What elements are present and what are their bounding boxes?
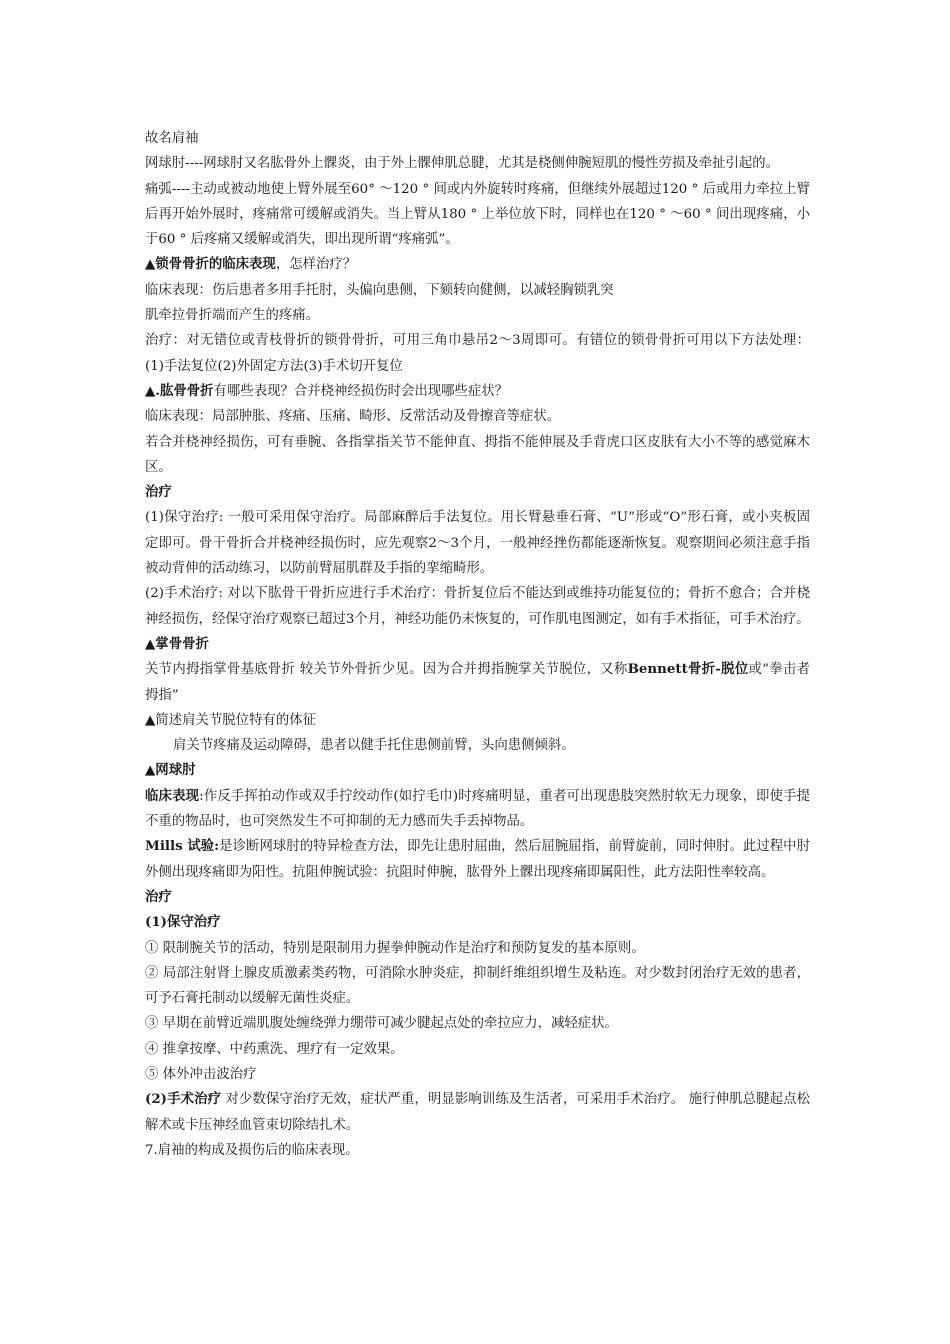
section-heading [145,252,810,277]
text-run: 或“拳击者拇指” [145,662,810,703]
text-run: 对少数保守治疗无效，症状严重，明显影响训练及生活者，可采用手术治疗。 施行伸肌总腱起点松解术或卡压神经血管束切除结扎术。 [145,1092,810,1133]
heading-rest: 有哪些表现？合并桡神经损伤时会出现哪些症状？ [213,383,509,399]
paragraph: 7.肩袖的构成及损伤后的临床表现。 [145,1142,359,1158]
paragraph: (2)手术治疗: 对以下肱骨干骨折应进行手术治疗：骨折复位后不能达到或维持功能复位的；骨折不愈合；合并桡神经损伤，经保守治疗观察已超过3个月，神经功能仍未恢复的，可作肌电图测定，如有手术指征，可手术治疗。 [145,586,810,627]
section-heading: (1)保守治疗 [145,914,221,931]
text-run: 关节内拇指掌骨基底骨折 较关节外骨折少见。因为合并拇指腕掌关节脱位，又称 [145,662,628,678]
section-heading: 治疗 [145,484,172,501]
bold-term: (2)手术治疗 [145,1091,222,1108]
bold-term: Bennett骨折-脱位 [627,661,749,678]
text-run: 是诊断网球肘的特异检查方法，即先让患肘屈曲，然后屈腕屈指，前臂旋前，同时伸肘。此过程中肘外侧出现疼痛即为阳性。抗阻伸腕试验：抗阻时伸腕，肱骨外上髁出现疼痛即属阳性，此方法阳性率较高。 [145,839,810,880]
paragraph: 临床表现：伤后患者多用手托肘，头偏向患侧，下颏转向健侧，以减轻胸锁乳突 [145,282,614,298]
heading-bold: ▲锁骨骨折的临床表现 [145,256,276,273]
heading-bold: ▲.肱骨骨折 [145,382,214,399]
list-item: ④ 推拿按摩、中药熏洗、理疗有一定效果。 [145,1041,404,1057]
paragraph [145,657,810,708]
paragraph: 网球肘----网球肘又名肱骨外上髁炎，由于外上髁伸肌总腱，尤其是桡侧伸腕短肌的慢性劳损及牵扯引起的。 [145,156,780,172]
paragraph: 治疗：对无错位或青枝骨折的锁骨骨折，可用三角巾悬吊2～3周即可。有错位的锁骨骨折可用以下方法处理：(1)手法复位(2)外固定方法(3)手术切开复位 [145,333,810,374]
bold-term: Mills 试验: [145,838,220,855]
section-heading [145,379,810,404]
paragraph: 肩关节疼痛及运动障碍，患者以健手托住患侧前臂，头向患侧倾斜。 [173,738,575,754]
paragraph [145,834,810,885]
paragraph [145,784,810,835]
paragraph: 若合并桡神经损伤，可有垂腕、各指掌指关节不能伸直、拇指不能伸展及手背虎口区皮肤有大小不等的感觉麻木区。 [145,434,810,475]
paragraph: 临床表现：局部肿胀、疼痛、压痛、畸形、反常活动及骨擦音等症状。 [145,409,561,425]
paragraph: 故名肩袖 [145,131,199,146]
document-body [145,126,810,1163]
bold-term: 临床表现 [145,787,200,804]
list-item: ① 限制腕关节的活动，特别是限制用力握拳伸腕动作是治疗和预防复发的基本原则。 [145,940,645,956]
section-heading: ▲掌骨骨折 [145,635,209,652]
paragraph: 痛弧----主动或被动地使上臂外展至60° ～120 ° 间或内外旋转时疼痛，但继续外展超过120 ° 后或用力牵拉上臂后再开始外展时，疼痛常可缓解或消失。当上臂从180 ° 上举位放下时，同样也在120 ° ～60 ° 间出现疼痛，小于60 ° 后疼痛又缓解或消失，即出现所谓“疼痛弧”。 [145,181,810,248]
section-heading: ▲网球肘 [145,762,196,779]
text-run: :作反手挥拍动作或双手拧绞动作(如拧毛巾)时疼痛明显，重者可出现患肢突然肘软无力现象，即使手提不重的物品时，也可突然发生不可抑制的无力感而失手丢掉物品。 [145,788,810,830]
paragraph: (1)保守治疗: 一般可采用保守治疗。局部麻醉后手法复位。用长臂悬垂石膏、“U”形或“O”形石膏，或小夹板固定即可。骨干骨折合并桡神经损伤时，应先观察2～3个月，一般神经挫伤都能逐渐恢复。观察期间必须注意手指被动背伸的活动练习，以防前臂屈肌群及手指的挛缩畸形。 [145,510,810,577]
section-heading: ▲简述肩关节脱位特有的体征 [145,712,316,728]
list-item: ⑤ 体外冲击波治疗 [145,1066,257,1082]
paragraph: 肌牵拉骨折端而产生的疼痛。 [145,308,320,324]
list-item: ② 局部注射肾上腺皮质激素类药物，可消除水肿炎症，抑制纤维组织增生及粘连。对少数封闭治疗无效的患者，可予石膏托制动以缓解无菌性炎症。 [145,965,810,1007]
heading-rest: ，怎样治疗？ [275,257,357,273]
section-heading: 治疗 [145,888,172,905]
list-item: ③ 早期在前臂近端肌腹处缠绕弹力绷带可减少腱起点处的牵拉应力，减轻症状。 [145,1016,618,1032]
paragraph [145,1087,810,1138]
